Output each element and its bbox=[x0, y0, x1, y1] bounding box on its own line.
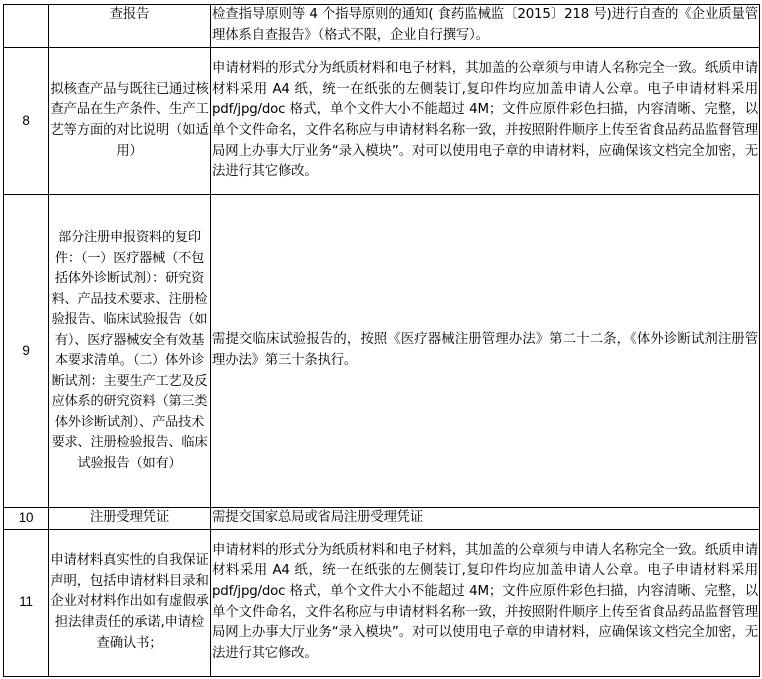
row-number: 11 bbox=[4, 529, 49, 676]
table-row bbox=[4, 5, 760, 48]
material-name: 查报告 bbox=[49, 5, 211, 48]
material-requirement: 检查指导原则等 4 个指导原则的通知( 食药监械监〔2015〕218 号)进行自查的《企业质量管理体系自查报告》（格式不限，企业自行撰写）。 bbox=[211, 5, 760, 48]
material-requirement: 需提交临床试验报告的，按照《医疗器械注册管理办法》第二十二条，《体外诊断试剂注册管理办法》第三十条执行。 bbox=[211, 195, 760, 508]
table-row bbox=[4, 48, 760, 195]
row-number bbox=[4, 5, 49, 48]
table-row bbox=[4, 195, 760, 508]
material-name: 申请材料真实性的自我保证声明，包括申请材料目录和企业对材料作出如有虚假承担法律责任的承诺,申请检查确认书； bbox=[49, 529, 211, 676]
material-name: 部分注册申报资料的复印件：（一）医疗器械（不包括体外诊断试剂）：研究资料、产品技术要求、注册检验报告、临床试验报告（如有）、医疗器械安全有效基本要求清单。（二）体外诊断试剂：主要生产工艺及反应体系的研究资料（第三类体外诊断试剂）、产品技术要求、注册检验报告、临床试验报告（如有） bbox=[49, 195, 211, 508]
row-number: 9 bbox=[4, 195, 49, 508]
table-row bbox=[4, 529, 760, 676]
material-requirement: 申请材料的形式分为纸质材料和电子材料，其加盖的公章须与申请人名称完全一致。纸质申请材料采用 A4 纸，统一在纸张的左侧装订,复印件均应加盖申请人公章。电子申请材料采用 pdf/jpg/doc 格式，单个文件大小不能超过 4M；文件应原件彩色扫描，内容清晰、完整，以单个文件命名，文件名称应与申请材料名称一致，并按照附件顺序上传至省食品药品监督管理局网上办事大厅业务“录入模块”。对可以使用电子章的申请材料，应确保该文档完全加密，无法进行其它修改。 bbox=[211, 48, 760, 195]
material-requirement: 需提交国家总局或省局注册受理凭证 bbox=[211, 508, 760, 530]
row-number: 8 bbox=[4, 48, 49, 195]
row-number: 10 bbox=[4, 508, 49, 530]
material-name: 注册受理凭证 bbox=[49, 508, 211, 530]
material-name: 拟核查产品与既往已通过核查产品在生产条件、生产工艺等方面的对比说明（如适用） bbox=[49, 48, 211, 195]
material-requirement: 申请材料的形式分为纸质材料和电子材料，其加盖的公章须与申请人名称完全一致。纸质申请材料采用 A4 纸，统一在纸张的左侧装订,复印件均应加盖申请人公章。电子申请材料采用 pdf/jpg/doc 格式，单个文件大小不能超过 4M；文件应原件彩色扫描，内容清晰、完整，以单个文件命名，文件名称应与申请材料名称一致，并按照附件顺序上传至省食品药品监督管理局网上办事大厅业务“录入模块”。对可以使用电子章的申请材料，应确保该文档完全加密，无法进行其它修改。 bbox=[211, 529, 760, 676]
materials-table bbox=[3, 4, 760, 677]
table-row bbox=[4, 508, 760, 530]
